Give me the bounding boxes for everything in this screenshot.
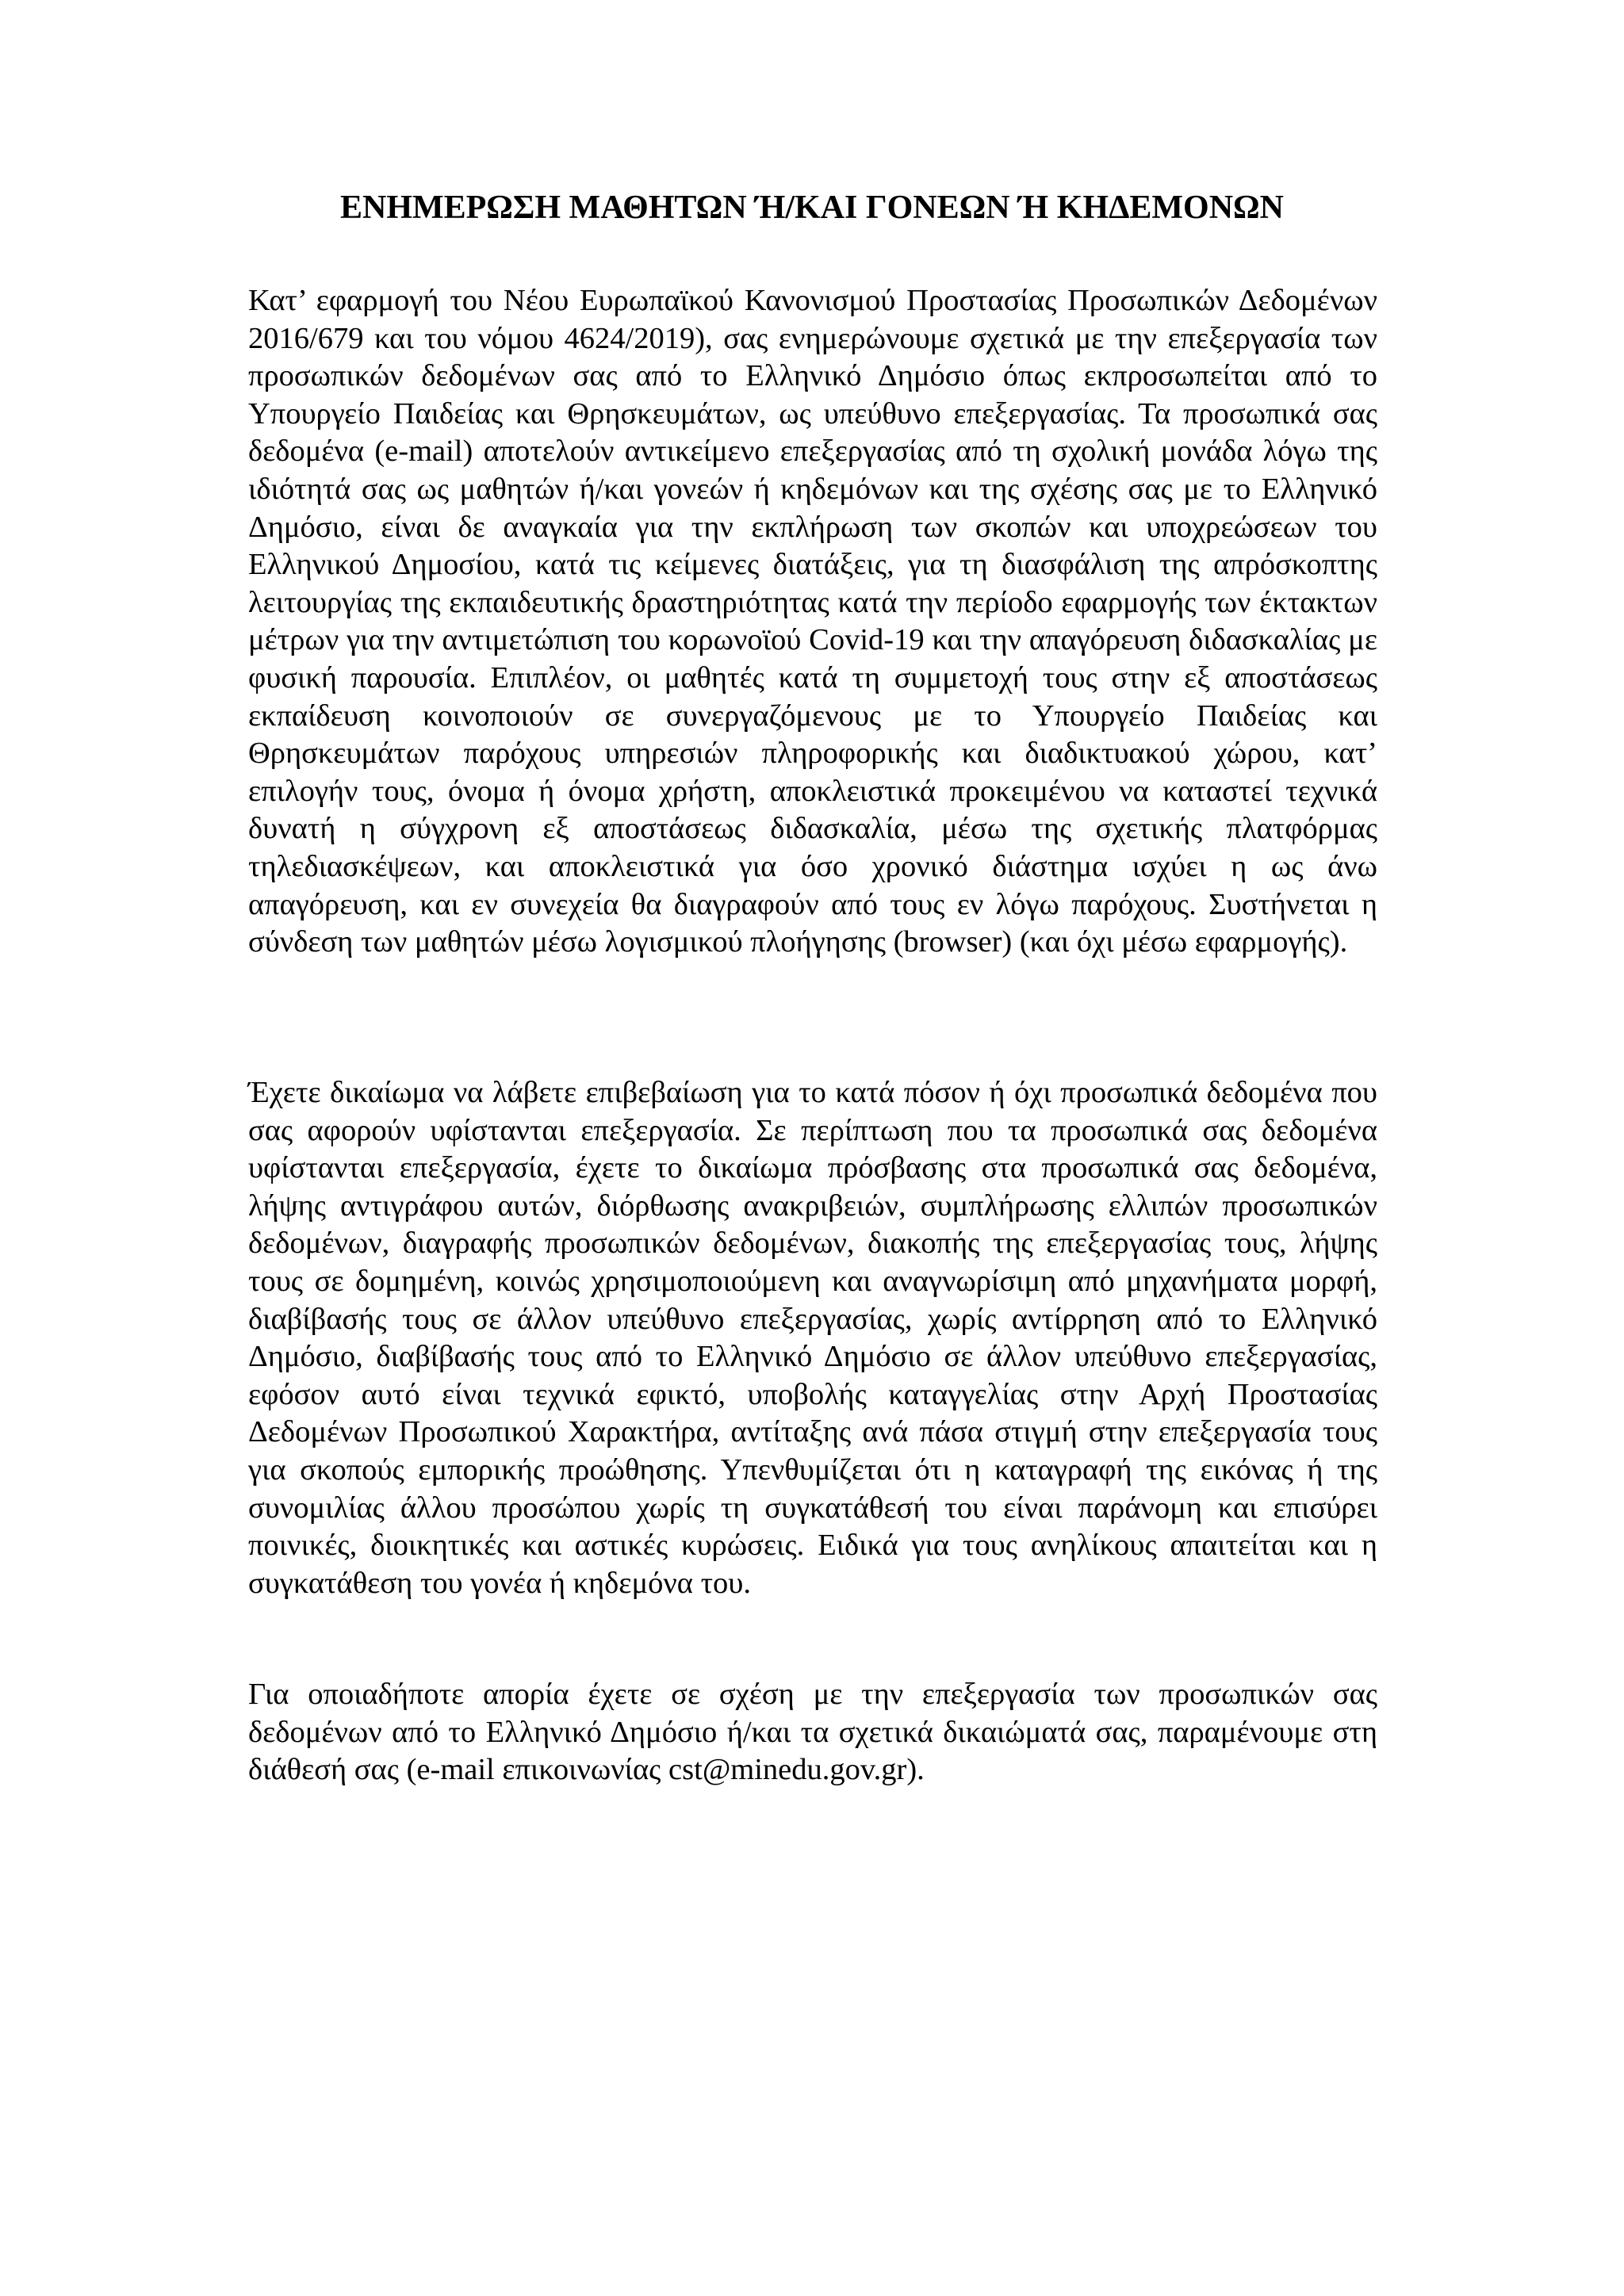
paragraph-data-subject-rights: Έχετε δικαίωμα να λάβετε επιβεβαίωση για το κατά πόσον ή όχι προσωπικά δεδομένα που σας αφορούν υφίστανται επεξεργασία. Σε περίπτωση που τα προσωπικά σας δεδομένα υφίστανται επεξεργασία, έχετε το δικαίωμα πρόσβασης στα προσωπικά σας δεδομένα, λήψης αντιγράφου αυτών, διόρθωσης ανακριβειών, συμπλήρωσης ελλιπών προσωπικών δεδομένων, διαγραφής προσωπικών δεδομένων, διακοπής της επεξεργασίας τους, λήψης τους σε δομημένη, κοινώς χρησιμοποιούμενη και αναγνωρίσιμη από μηχανήματα μορφή, διαβίβασής τους σε άλλον υπεύθυνο επεξεργασίας, χωρίς αντίρρηση από το Ελληνικό Δημόσιο, διαβίβασής τους από το Ελληνικό Δημόσιο σε άλλον υπεύθυνο επεξεργασίας, εφόσον αυτό είναι τεχνικά εφικτό, υποβολής καταγγελίας στην Αρχή Προστασίας Δεδομένων Προσωπικού Χαρακτήρα, αντίταξης ανά πάσα στιγμή στην επεξεργασία τους για σκοπούς εμπορικής προώθησης. Υπενθυμίζεται ότι η καταγραφή της εικόνας ή της συνομιλίας άλλου προσώπου χωρίς τη συγκατάθεσή του είναι παράνομη και επισύρει ποινικές, διοικητικές και αστικές κυρώσεις. Ειδικά για τους ανηλίκους απαιτείται και η συγκατάθεση του γονέα ή κηδεμόνα του. (248, 1076, 1377, 1600)
document-title: ΕΝΗΜΕΡΩΣΗ ΜΑΘΗΤΩΝ Ή/ΚΑΙ ΓΟΝΕΩΝ Ή ΚΗΔΕΜΟΝΩΝ (339, 189, 1285, 226)
paragraph-contact-information: Για οποιαδήποτε απορία έχετε σε σχέση με την επεξεργασία των προσωπικών σας δεδομένων από το Ελληνικό Δημόσιο ή/και τα σχετικά δικαιώματά σας, παραμένουμε στη διάθεσή σας (e-mail επικοινωνίας cst@minedu.gov.gr). (248, 1678, 1377, 1787)
paragraph-data-processing-notice: Κατ’ εφαρμογή του Νέου Ευρωπαϊκού Κανονισμού Προστασίας Προσωπικών Δεδομένων 2016/679 και του νόμου 4624/2019), σας ενημερώνουμε σχετικά με την επεξεργασία των προσωπικών δεδομένων σας από το Ελληνικό Δημόσιο όπως εκπροσωπείται από το Υπουργείο Παιδείας και Θρησκευμάτων, ως υπεύθυνο επεξεργασίας. Τα προσωπικά σας δεδομένα (e-mail) αποτελούν αντικείμενο επεξεργασίας από τη σχολική μονάδα λόγω της ιδιότητά σας ως μαθητών ή/και γονεών ή κηδεμόνων και της σχέσης σας με το Ελληνικό Δημόσιο, είναι δε αναγκαία για την εκπλήρωση των σκοπών και υποχρεώσεων του Ελληνικού Δημοσίου, κατά τις κείμενες διατάξεις, για τη διασφάλιση της απρόσκοπτης λειτουργίας της εκπαιδευτικής δραστηριότητας κατά την περίοδο εφαρμογής των έκτακτων μέτρων για την αντιμετώπιση του κορωνοϊού Covid-19 και την απαγόρευση διδασκαλίας με φυσική παρουσία. Επιπλέον, οι μαθητές κατά τη συμμετοχή τους στην εξ αποστάσεως εκπαίδευση κοινοποιούν σε συνεργαζόμενους με το Υπουργείο Παιδείας και Θρησκευμάτων παρόχους υπηρεσιών πληροφορικής και διαδικτυακού χώρου, κατ’ επιλογήν τους, όνομα ή όνομα χρήστη, αποκλειστικά προκειμένου να καταστεί τεχνικά δυνατή η σύγχρονη εξ αποστάσεως διδασκαλία, μέσω της σχετικής πλατφόρμας τηλεδιασκέψεων, και αποκλειστικά για όσο χρονικό διάστημα ισχύει η ως άνω απαγόρευση, και εν συνεχεία θα διαγραφούν από τους εν λόγω παρόχους. Συστήνεται η σύνδεση των μαθητών μέσω λογισμικού πλοήγησης (browser) (και όχι μέσω εφαρμογής). (248, 284, 1377, 959)
